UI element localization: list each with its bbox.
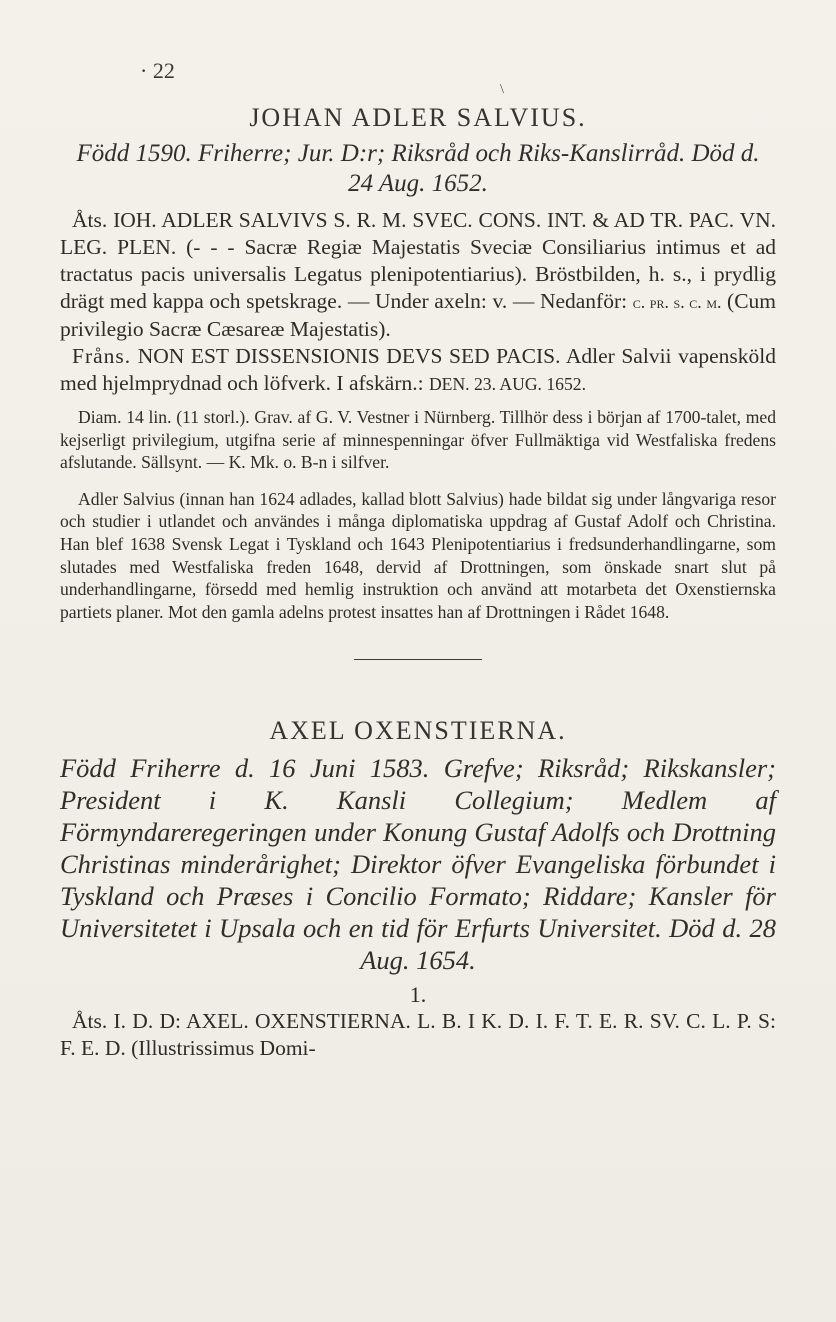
obverse-label-oxenstierna: Åts. [72,1009,108,1034]
corner-mark: \ [500,82,504,97]
page-number: · 22 [140,58,175,83]
reverse-label: Fråns. [72,344,132,368]
obverse-label: Åts. [72,208,108,232]
obverse-small: c. pr. s. c. m. [632,292,722,312]
notes-salvius [60,406,776,623]
obverse-text: IOH. ADLER SALVIVS S. R. M. SVEC. CONS. INT. & AD TR. PAC. VN. LEG. PLEN. (- - - Sacræ Regiæ Majestatis Sveciæ Consiliarius intimus et ad tractatus pacis universalis Legatus plenipotentiarius). Bröstbilden, h. s., i prydlig drägt med kappa och spetskrage. — Under axeln: v. — Nedanför: [60,208,776,313]
section-divider [354,659,482,660]
entry-subtitle-salvius: Född 1590. Friherre; Jur. D:r; Riksråd och Riks-Kanslirråd. Död d. 24 Aug. 1652. [76,140,760,197]
reverse-text: NON EST DISSENSIONIS DEVS SED PACIS. Adler Salvii vapensköld med hjelmprydnad och löfverk. I afskärn.: [60,344,776,395]
obverse-text-oxenstierna: I. D. D: AXEL. OXENSTIERNA. L. B. I K. D. I. F. T. E. R. SV. C. L. P. S: F. E. D. (Illustrissimus Domi- [60,1009,776,1061]
reverse-small: DEN. 23. AUG. 1652. [428,374,586,394]
obverse-description [60,207,776,398]
entry-heading-salvius: JOHAN ADLER SALVIUS. [249,103,587,132]
note-paragraph: Diam. 14 lin. (11 storl.). Grav. af G. V. Vestner i Nürnberg. Tillhör dess i början af 1700-talet, med kejserligt privilegium, utgifna serie af minnespenningar öfver Fullmäktiga vid Westfaliska fredens afslutande. Sällsynt. — K. Mk. o. B-n i silfver. [60,407,776,473]
obverse-description-oxenstierna [60,1008,776,1062]
entry-subtitle-oxenstierna: Född Friherre d. 16 Juni 1583. Grefve; Riksråd; Rikskansler; President i K. Kansli Collegium; Medlem af Förmyndareregeringen under Konung Gustaf Adolfs och Drottning Christinas minderårighet; Direktor öfver Evangeliska förbundet i Tyskland och Præses i Concilio Formato; Riddare; Kansler för Universitetet i Upsala och en tid för Erfurts Universitet. Död d. 28 Aug. 1654. [60,753,776,976]
entry-heading-oxenstierna: AXEL OXENSTIERNA. [269,716,567,746]
biography-paragraph: Adler Salvius (innan han 1624 adlades, kallad blott Salvius) hade bildat sig under långvariga resor och studier i utlandet och användes i många diplomatiska uppdrag af Gustaf Adolf och Christina. Han blef 1638 Svensk Legat i Tyskland och 1643 Plenipotentiarius i fredsunderhandlingarne, som slutades med Westfaliska freden 1648, dervid af Drottningen, som önskade snart slut på underhandlingarne, försedd med hemlig instruktion och använd att motarbeta det Oxenstiernska partiets planer. Mot den gamla adelns protest insattes han af Drottningen i Rådet 1648. [60,488,776,622]
obverse-tail: (Cum privilegio Sacræ Cæsareæ Majestatis). [60,289,777,341]
medal-number: 1. [409,982,427,1008]
